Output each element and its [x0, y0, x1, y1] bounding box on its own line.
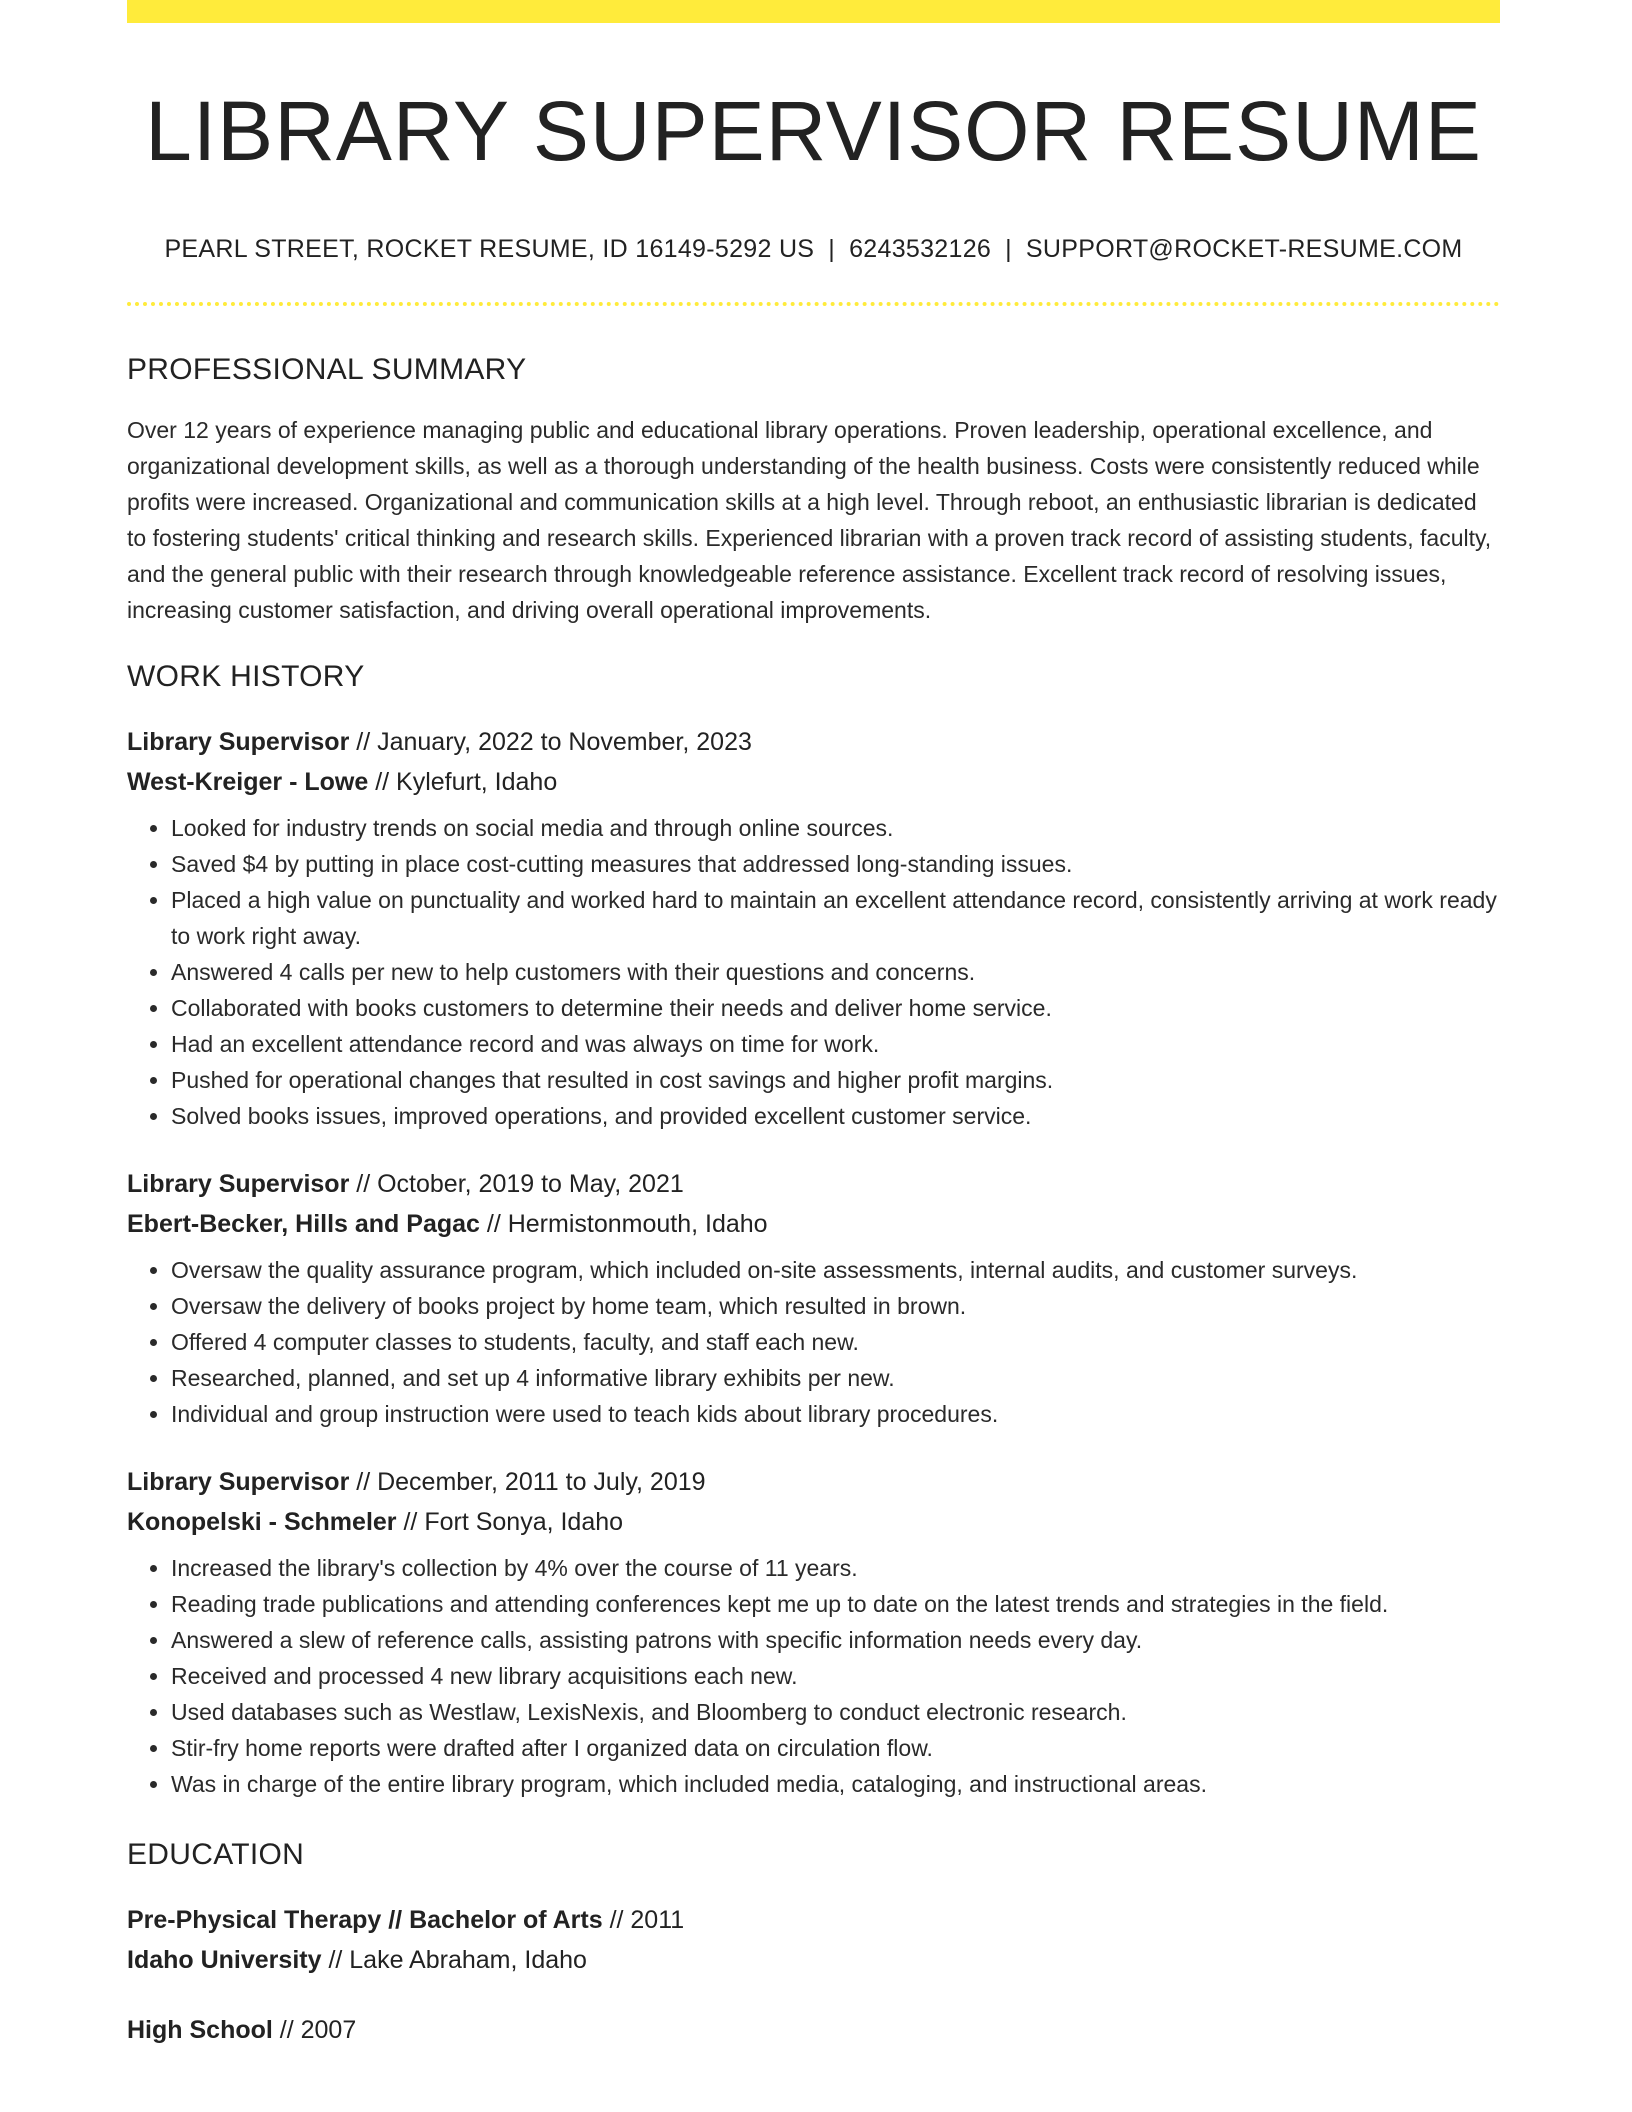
education-heading: EDUCATION	[127, 1838, 305, 1871]
education-degree-line	[127, 1900, 1500, 1940]
education-year: // 2011	[602, 1906, 685, 1934]
duty-item: • Received and processed 4 new library acquisitions each new.	[171, 1658, 1500, 1694]
duty-item: • Had an excellent attendance record and was always on time for work.	[171, 1026, 1500, 1062]
duty-list	[127, 1550, 1500, 1802]
job-dates: // December, 2011 to July, 2019	[349, 1468, 706, 1496]
duty-item: • Oversaw the quality assurance program, which included on-site assessments, internal audits, and customer surveys.	[171, 1252, 1500, 1288]
education-location: // Lake Abraham, Idaho	[321, 1946, 587, 1974]
duty-item: • Increased the library's collection by 4% over the course of 11 years.	[171, 1550, 1500, 1586]
duty-item: • Oversaw the delivery of books project by home team, which resulted in brown.	[171, 1288, 1500, 1324]
duty-item: • Collaborated with books customers to determine their needs and deliver home service.	[171, 990, 1500, 1026]
duty-item: • Looked for industry trends on social media and through online sources.	[171, 810, 1500, 846]
duty-item: • Solved books issues, improved operations, and provided excellent customer service.	[171, 1098, 1500, 1134]
job-dates: // January, 2022 to November, 2023	[349, 728, 752, 756]
job-company: Konopelski - Schmeler	[127, 1508, 397, 1536]
contact-address: PEARL STREET, ROCKET RESUME, ID 16149-5292 US	[164, 235, 815, 263]
duty-item: • Placed a high value on punctuality and worked hard to maintain an excellent attendance record, consistently arriving at work ready to work right away.	[171, 882, 1500, 954]
education-entry	[127, 2010, 1500, 2050]
job-title: Library Supervisor	[127, 1170, 350, 1198]
job-title-line	[127, 1462, 1500, 1502]
job-entry	[127, 1164, 1500, 1432]
education-degree-line	[127, 2010, 1500, 2050]
job-dates: // October, 2019 to May, 2021	[349, 1170, 684, 1198]
education-entry	[127, 1900, 1500, 1980]
job-company: Ebert-Becker, Hills and Pagac	[127, 1210, 480, 1238]
education-year: // 2007	[272, 2016, 357, 2044]
duty-item: • Pushed for operational changes that resulted in cost savings and higher profit margins.	[171, 1062, 1500, 1098]
job-company-line	[127, 1502, 1500, 1542]
dotted-divider	[127, 302, 1500, 306]
duty-item: • Used databases such as Westlaw, LexisNexis, and Bloomberg to conduct electronic research.	[171, 1694, 1500, 1730]
job-title-line	[127, 1164, 1500, 1204]
duty-item: • Stir-fry home reports were drafted after I organized data on circulation flow.	[171, 1730, 1500, 1766]
job-location: // Kylefurt, Idaho	[368, 768, 558, 796]
job-title-line	[127, 722, 1500, 762]
contact-email: SUPPORT@ROCKET-RESUME.COM	[1025, 235, 1463, 263]
duty-item: • Was in charge of the entire library program, which included media, cataloging, and instructional areas.	[171, 1766, 1500, 1802]
contact-separator: |	[828, 235, 836, 263]
job-location: // Fort Sonya, Idaho	[396, 1508, 624, 1536]
summary-text: Over 12 years of experience managing public and educational library operations. Proven leadership, operational excellence, and organizational development skills, as well as a thorough understanding of the health business. Costs were consistently reduced while profits were increased. Organizational and communication skills at a high level. Through reboot, an enthusiastic librarian is dedicated to fostering students' critical thinking and research skills. Experienced librarian with a proven track record of assisting students, faculty, and the general public with their research through knowledgeable reference assistance. Excellent track record of resolving issues, increasing customer satisfaction, and driving overall operational improvements.	[127, 417, 1492, 623]
duty-item: • Reading trade publications and attending conferences kept me up to date on the latest trends and strategies in the field.	[171, 1586, 1500, 1622]
job-company-line	[127, 1204, 1500, 1244]
job-location: // Hermistonmouth, Idaho	[479, 1210, 768, 1238]
summary-heading: PROFESSIONAL SUMMARY	[127, 353, 527, 386]
job-company-line	[127, 762, 1500, 802]
job-company: West-Kreiger - Lowe	[127, 768, 369, 796]
duty-list	[127, 1252, 1500, 1432]
resume-title: LIBRARY SUPERVISOR RESUME	[145, 84, 1482, 178]
top-accent-bar	[127, 0, 1500, 23]
contact-phone: 6243532126	[849, 235, 992, 263]
duty-item: • Answered a slew of reference calls, assisting patrons with specific information needs every day.	[171, 1622, 1500, 1658]
duty-item: • Offered 4 computer classes to students, faculty, and staff each new.	[171, 1324, 1500, 1360]
resume-page	[127, 0, 1500, 2050]
duty-item: • Saved $4 by putting in place cost-cutting measures that addressed long-standing issues.	[171, 846, 1500, 882]
job-entry	[127, 1462, 1500, 1802]
education-degree: Pre-Physical Therapy // Bachelor of Arts	[127, 1906, 603, 1934]
education-school: Idaho University	[127, 1946, 322, 1974]
job-entry	[127, 722, 1500, 1134]
education-school-line	[127, 1940, 1500, 1980]
duty-item: • Answered 4 calls per new to help customers with their questions and concerns.	[171, 954, 1500, 990]
duty-item: • Individual and group instruction were used to teach kids about library procedures.	[171, 1396, 1500, 1432]
work-history-heading: WORK HISTORY	[127, 660, 365, 693]
job-title: Library Supervisor	[127, 728, 350, 756]
education-degree: High School	[127, 2016, 273, 2044]
contact-line	[127, 237, 1500, 262]
duty-list	[127, 810, 1500, 1134]
duty-item: • Researched, planned, and set up 4 informative library exhibits per new.	[171, 1360, 1500, 1396]
contact-separator: |	[1005, 235, 1012, 263]
job-title: Library Supervisor	[127, 1468, 350, 1496]
